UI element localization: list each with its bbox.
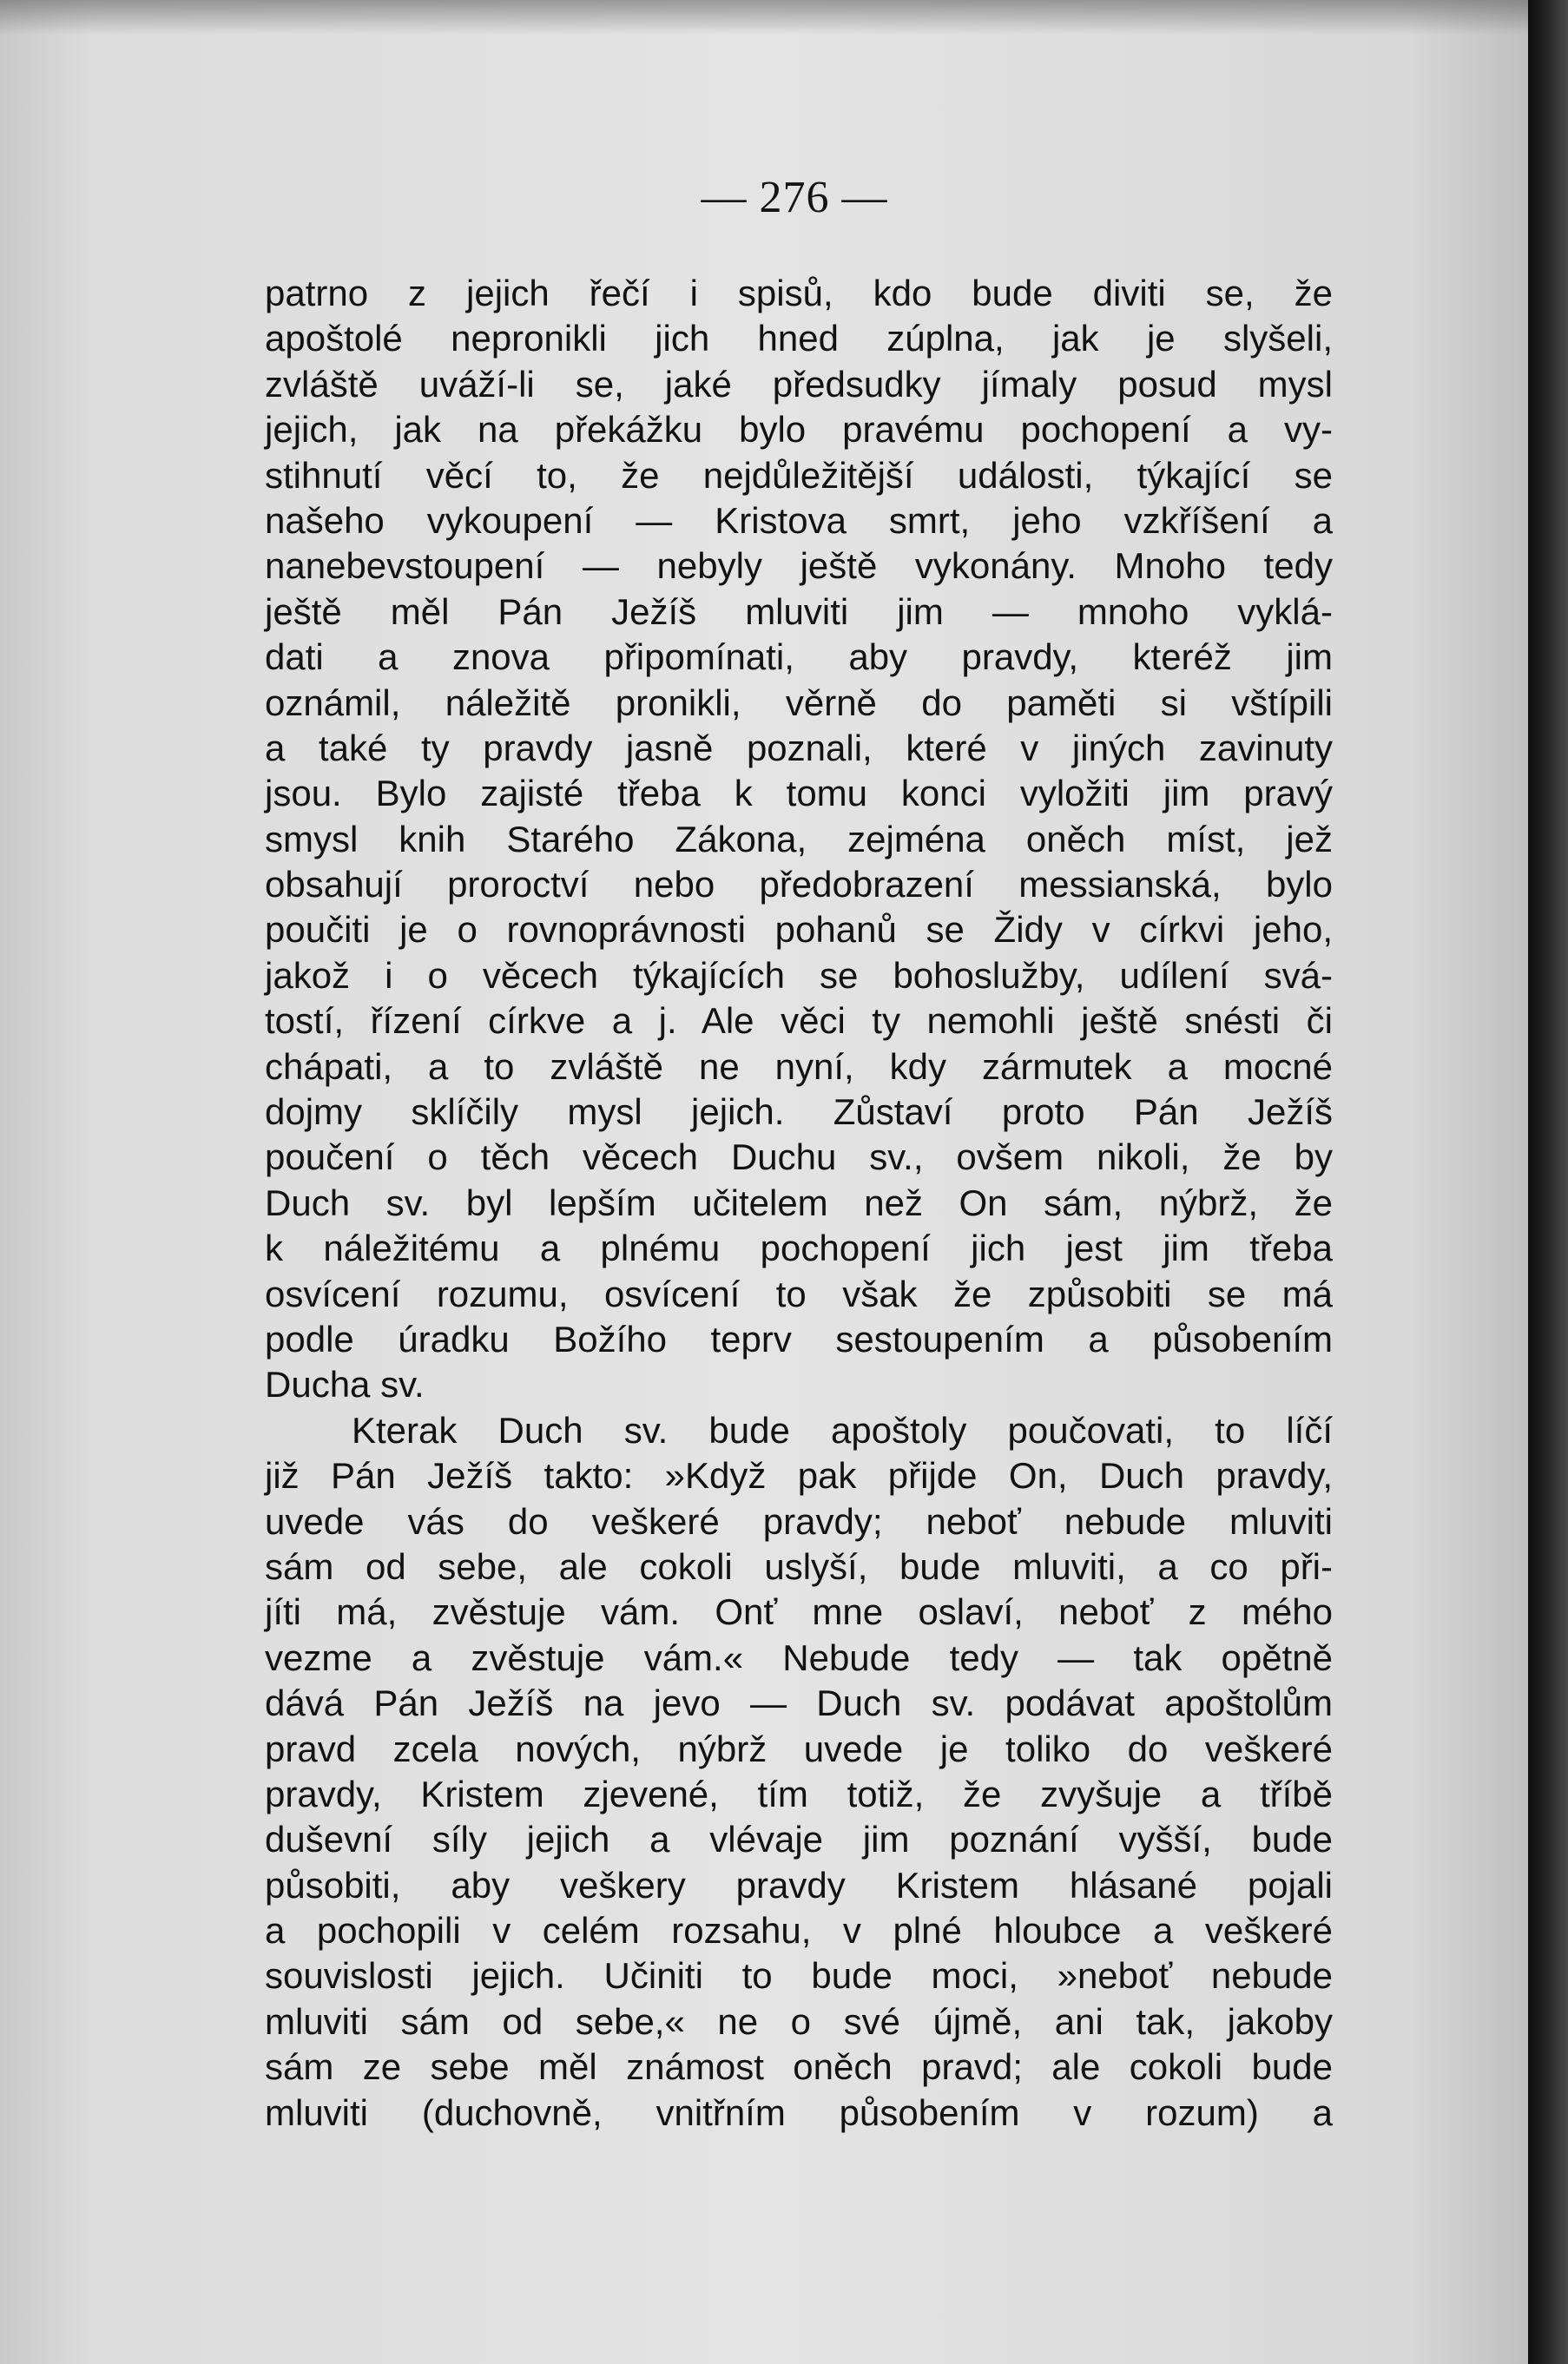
- text-line: nanebevstoupení — nebyly ještě vykonány. Mnoho tedy: [265, 545, 1333, 587]
- text-line: apoštolé nepronikli jich hned zúplna, jak je slyšeli,: [265, 318, 1333, 359]
- text-line: poučiti je o rovnoprávnosti pohanů se Židy v církvi jeho,: [265, 909, 1333, 951]
- text-line: tostí, řízení církve a j. Ale věci ty nemohli ještě snésti či: [265, 1000, 1333, 1042]
- text-line: působiti, aby veškery pravdy Kristem hlásané pojali: [265, 1864, 1333, 1906]
- text-line: jsou. Bylo zajisté třeba k tomu konci vyložiti jim pravý: [265, 773, 1333, 814]
- body-text: [265, 271, 1333, 2136]
- page-number: — 276 —: [701, 173, 888, 222]
- paragraph-end-line: Ducha sv.: [265, 1364, 425, 1406]
- text-line: oznámil, náležitě pronikli, věrně do paměti si vštípili: [265, 682, 1333, 723]
- text-line: a také ty pravdy jasně poznali, které v jiných zavinuty: [265, 727, 1333, 768]
- text-line: našeho vykoupení — Kristova smrt, jeho vzkříšení a: [265, 499, 1333, 541]
- text-line: podle úradku Božího teprv sestoupením a působením: [265, 1318, 1333, 1360]
- text-line: dati a znova připomínati, aby pravdy, kteréž jim: [265, 636, 1333, 678]
- text-line: sám ze sebe měl známost oněch pravd; ale cokoli bude: [265, 2046, 1333, 2088]
- text-line: Duch sv. byl lepším učitelem než On sám, nýbrž, že: [265, 1182, 1333, 1223]
- text-line: souvislosti jejich. Učiniti to bude moci, »neboť nebude: [265, 1955, 1333, 1997]
- text-line: sám od sebe, ale cokoli uslyší, bude mluviti, a co při-: [265, 1545, 1333, 1587]
- text-line: patrno z jejich řečí i spisů, kdo bude diviti se, že: [265, 273, 1333, 313]
- text-line: jejich, jak na překážku bylo pravému pochopení a vy-: [265, 409, 1333, 451]
- text-line: zvláště uváží-li se, jaké předsudky jímaly posud mysl: [265, 363, 1333, 405]
- text-line: stihnutí věcí to, že nejdůležitější události, týkající se: [265, 454, 1333, 496]
- text-line: duševní síly jejich a vlévaje jim poznání vyšší, bude: [265, 1819, 1333, 1860]
- text-line: ještě měl Pán Ježíš mluviti jim — mnoho vyklá-: [265, 590, 1333, 632]
- text-line: k náležitému a plnému pochopení jich jest jim třeba: [265, 1228, 1333, 1269]
- text-line: dojmy sklíčily mysl jejich. Zůstaví proto Pán Ježíš: [265, 1091, 1333, 1133]
- text-line: jakož i o věcech týkajících se bohoslužby, udílení svá-: [265, 954, 1333, 996]
- text-line: vezme a zvěstuje vám.« Nebude tedy — tak opětně: [265, 1636, 1333, 1678]
- text-line: poučení o těch věcech Duchu sv., ovšem nikoli, že by: [265, 1136, 1333, 1178]
- text-line: smysl knih Starého Zákona, zejména oněch míst, jež: [265, 818, 1333, 859]
- text-line: chápati, a to zvláště ne nyní, kdy zármutek a mocné: [265, 1045, 1333, 1087]
- text-line: mluviti sám od sebe,« ne o své újmě, ani tak, jakoby: [265, 2000, 1333, 2042]
- paragraph-start-line: Kterak Duch sv. bude apoštoly poučovati, to líčí: [352, 1409, 1333, 1451]
- text-line: pravd zcela nových, nýbrž uvede je toliko do veškeré: [265, 1728, 1333, 1769]
- text-line: obsahují proroctví nebo předobrazení messianská, bylo: [265, 864, 1333, 905]
- text-line: mluviti (duchovně, vnitřním působením v rozum) a: [265, 2091, 1333, 2133]
- text-line: dává Pán Ježíš na jevo — Duch sv. podávat apoštolům: [265, 1682, 1333, 1724]
- page-edge-shadow: [1528, 0, 1568, 2364]
- text-line: uvede vás do veškeré pravdy; neboť nebude mluviti: [265, 1500, 1333, 1542]
- top-shadow: [0, 0, 1528, 35]
- text-line: pravdy, Kristem zjevené, tím totiž, že zvyšuje a tříbě: [265, 1773, 1333, 1814]
- text-line: osvícení rozumu, osvícení to však že způsobiti se má: [265, 1273, 1333, 1314]
- text-line: a pochopili v celém rozsahu, v plné hloubce a veškeré: [265, 1910, 1333, 1952]
- text-line: jíti má, zvěstuje vám. Onť mne oslaví, neboť z mého: [265, 1591, 1333, 1633]
- text-line: již Pán Ježíš takto: »Když pak přijde On, Duch pravdy,: [265, 1455, 1333, 1497]
